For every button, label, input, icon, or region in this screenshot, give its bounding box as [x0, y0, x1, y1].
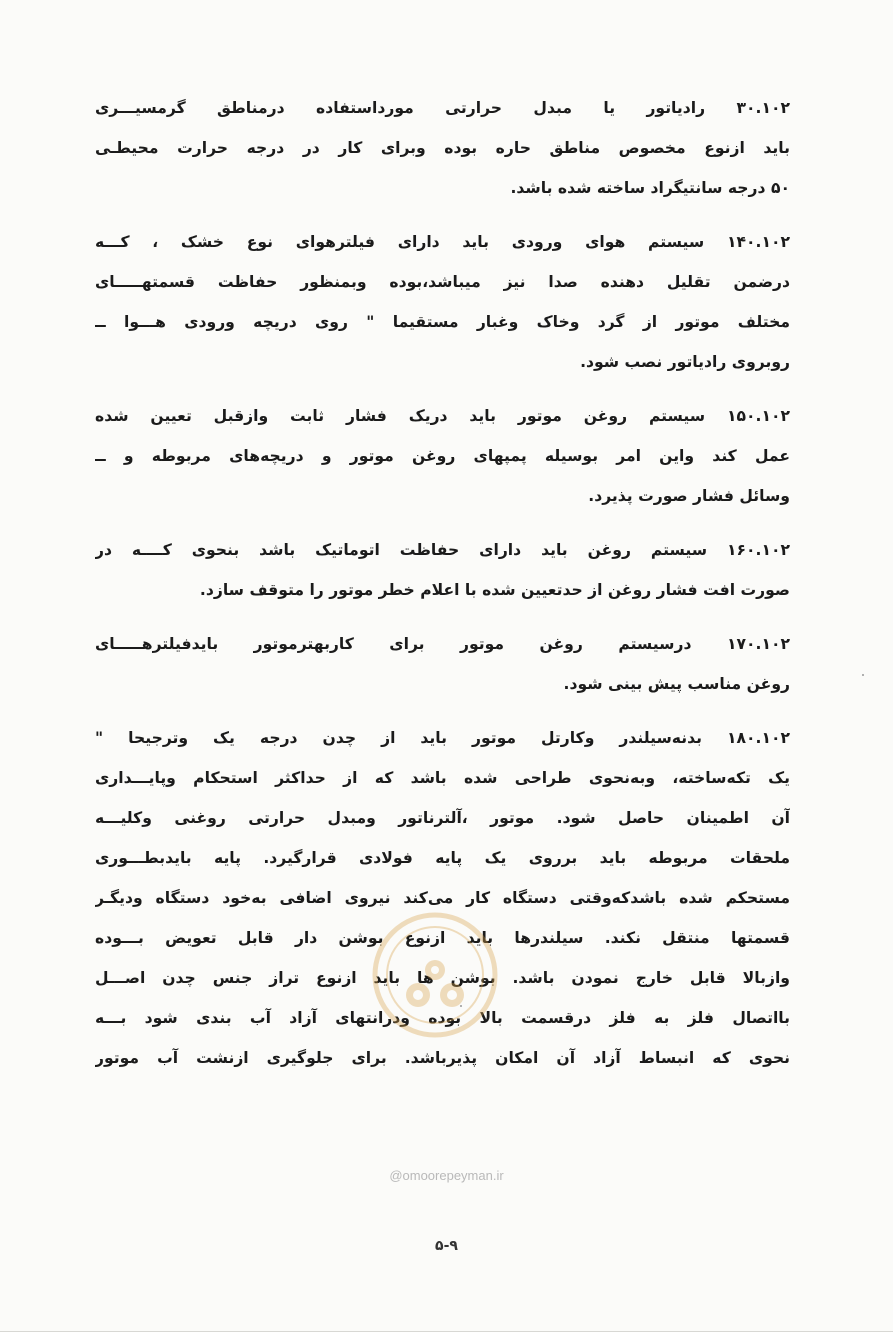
text-line: باید ازنوع مخصوص مناطق حاره بوده وبرای کار در درجه حرارت محیطـی [95, 139, 790, 157]
text-line: ۱۷۰.۱۰۲ درسیستم روغن موتور برای کاربهترموتور بایدفیلترهـــــای [95, 635, 790, 653]
text-line: مستحکم شده باشدکه‌وقتی دستگاه کار می‌کند نیروی اضافی به‌خود دستگاه ودیگـر [95, 889, 790, 907]
text-line: ۱۸۰.۱۰۲ بدنه‌سیلندر وکارتل موتور باید از چدن درجه یک وترجیحا " [95, 729, 790, 747]
watermark-logo-icon [360, 900, 510, 1050]
text-line: عمل کند واین امر بوسیله پمپهای روغن موتور و دریچه‌های مربوطه و ــ [95, 447, 790, 465]
text-line: قسمتها منتقل نکند. سیلندرها باید ازنوع بوشن دار قابل تعویض بـــوده [95, 929, 790, 947]
text-line: ۳۰.۱۰۲ رادیاتور یا مبدل حرارتی مورداستفاده درمناطق گرمسیـــری [95, 99, 790, 117]
text-line: یک تکه‌ساخته، وبه‌نحوی طراحی شده باشد که از حداکثر استحکام وپایـــداری [95, 769, 790, 787]
text-line: بااتصال فلز به فلز درقسمت بالا بوده ودرانتهای آزاد آب بندی شود بـــه [95, 1009, 790, 1027]
text-line: وازبالا قابل خارج نمودن باشد. بوشن ها باید ازنوع تراز جنس چدن اصـــل [95, 969, 790, 987]
text-line: روغن مناسب پیش بینی شود. [563, 675, 790, 693]
text-line: وسائل فشار صورت پذیرد. [588, 487, 790, 505]
text-line: ۵۰ درجه سانتیگراد ساخته شده باشد. [510, 179, 790, 197]
text-line: نحوی که انبساط آزاد آن امکان پذیرباشد. برای جلوگیری ازنشت آب موتور [95, 1049, 790, 1067]
text-line: درضمن تقلیل دهنده صدا نیز میباشد،بوده وبمنظور حفاظت قسمتهـــــای [95, 273, 790, 291]
text-line: صورت افت فشار روغن از حدتعیین شده با اعلام خطر موتور را متوقف سازد. [199, 581, 790, 599]
text-line: مختلف موتور از گرد وخاک وغبار مستقیما " روی دریچه ورودی هـــوا ــ [95, 313, 790, 331]
scan-speck [460, 1005, 462, 1007]
text-line: روبروی رادیاتور نصب شود. [580, 353, 790, 371]
text-line: ۱۶۰.۱۰۲ سیستم روغن باید دارای حفاظت اتوماتیک باشد بنحوی کــــه در [95, 541, 790, 559]
watermark-site-text: @omoorepeyman.ir [389, 1168, 504, 1183]
scan-speck [862, 674, 864, 676]
paragraph-2 [95, 222, 790, 382]
text-line: ۱۴۰.۱۰۲ سیستم هوای ورودی باید دارای فیلترهوای نوع خشک ، کـــه [95, 233, 790, 251]
text-line: ۱۵۰.۱۰۲ سیستم روغن موتور باید دریک فشار ثابت وازقبل تعیین شده [95, 407, 790, 425]
paragraph-1 [95, 88, 790, 208]
paragraph-5 [95, 624, 790, 704]
paragraph-4 [95, 530, 790, 610]
text-line: آن اطمینان حاصل شود. موتور ،آلترناتور ومبدل حرارتی روغنی وکلیـــه [95, 809, 790, 827]
paragraph-3 [95, 396, 790, 516]
text-line: ملحقات مربوطه باید برروی یک پایه فولادی قرارگیرد. پایه بایدبطـــوری [95, 849, 790, 867]
page-number: ۵-۹ [435, 1238, 458, 1254]
